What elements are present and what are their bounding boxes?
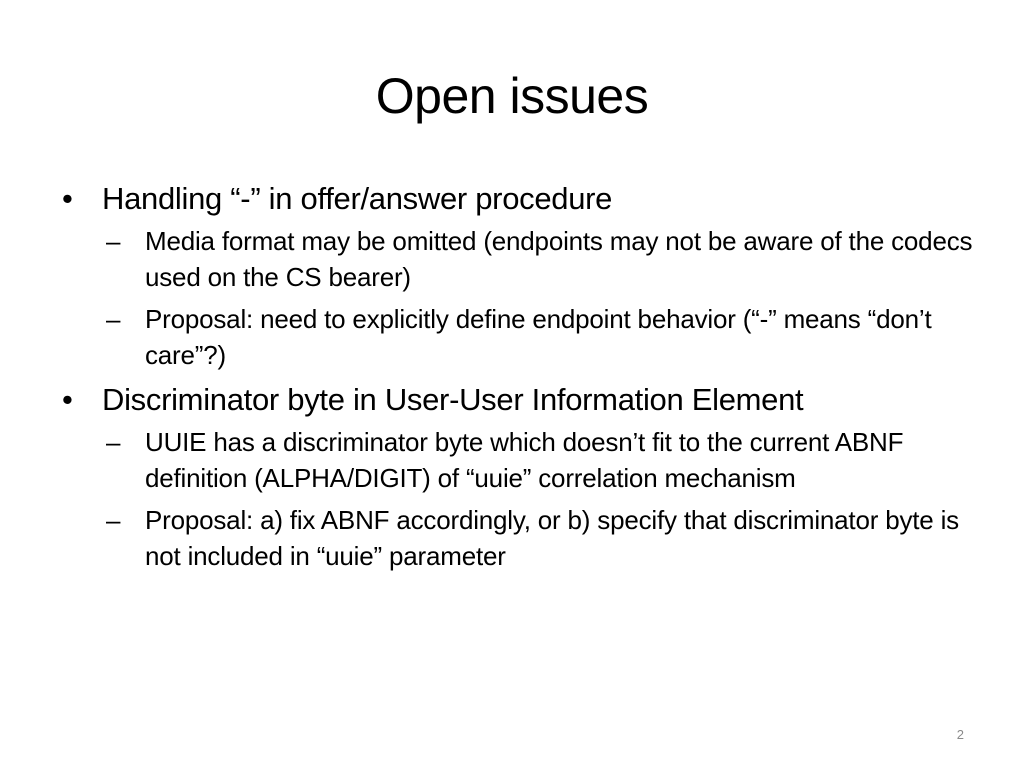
bullet-text: Discriminator byte in User-User Information Element (102, 382, 804, 417)
sub-bullet-item (106, 223, 982, 295)
page-number: 2 (956, 727, 964, 742)
slide-title: Open issues (375, 68, 649, 124)
bullet-item (62, 178, 982, 219)
sub-bullet-marker: – (106, 304, 121, 334)
sub-bullet-text: Media format may be omitted (endpoints may not be aware of the codecs used on the CS bearer) (145, 226, 973, 292)
sub-bullet-item (106, 424, 982, 496)
bullet-marker: • (62, 382, 73, 417)
sub-bullet-list (62, 424, 982, 574)
sub-bullet-item (106, 301, 982, 373)
sub-bullet-marker: – (106, 505, 121, 535)
sub-bullet-marker: – (106, 427, 121, 457)
bullet-marker: • (62, 181, 73, 216)
sub-bullet-text: Proposal: a) fix ABNF accordingly, or b) specify that discriminator byte is not included in “uuie” parameter (145, 505, 959, 571)
sub-bullet-text: Proposal: need to explicitly define endpoint behavior (“-” means “don’t care”?) (145, 304, 932, 370)
sub-bullet-marker: – (106, 226, 121, 256)
sub-bullet-item (106, 502, 982, 574)
bullet-list (62, 178, 982, 580)
sub-bullet-list (62, 223, 982, 373)
bullet-item (62, 379, 982, 420)
sub-bullet-text: UUIE has a discriminator byte which doesn’t fit to the current ABNF definition (ALPHA/DIGIT) of “uuie” correlation mechanism (145, 427, 904, 493)
bullet-text: Handling “-” in offer/answer procedure (102, 181, 613, 216)
